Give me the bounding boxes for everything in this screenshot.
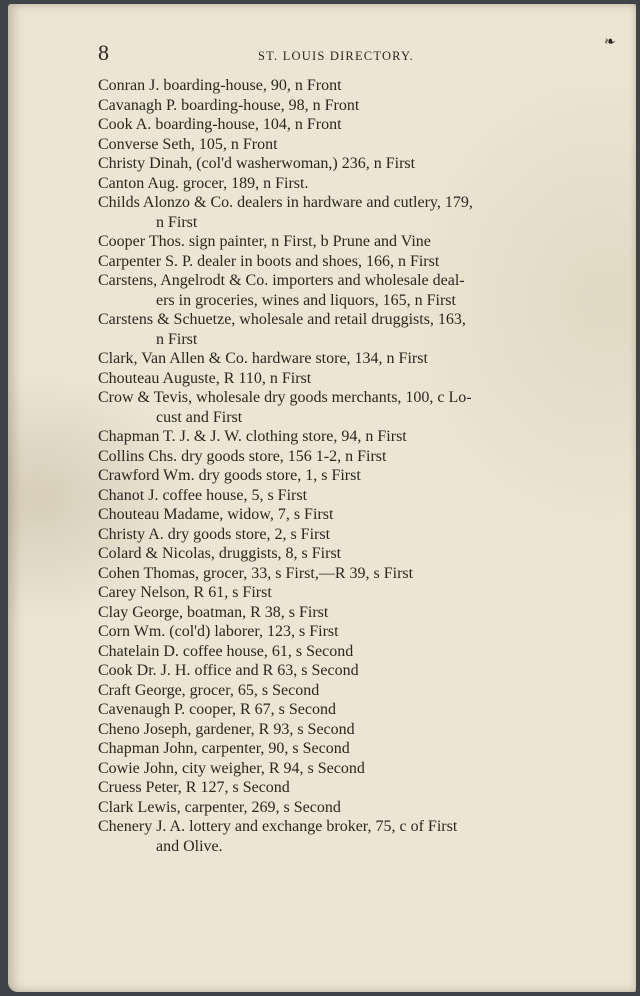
directory-entry <box>98 583 590 603</box>
entry-text: Corn Wm. (col'd) laborer, 123, s First <box>98 623 339 640</box>
running-head: ST. LOUIS DIRECTORY. <box>258 49 414 63</box>
directory-entry <box>98 486 590 506</box>
directory-entry <box>98 817 590 856</box>
entry-text: Crawford Wm. dry goods store, 1, s First <box>98 467 361 484</box>
entry-text: Christy A. dry goods store, 2, s First <box>98 525 331 543</box>
entry-text: Chapman John, carpenter, 90, s Second <box>98 740 350 757</box>
entry-text: Chanot J. coffee house, 5, s First <box>98 486 308 504</box>
directory-entry <box>98 447 590 467</box>
directory-entry <box>98 369 590 389</box>
entry-text: Childs Alonzo & Co. dealers in hardware and cutlery, 179, <box>98 194 473 211</box>
directory-entry <box>98 115 590 135</box>
entry-text: Clark, Van Allen & Co. hardware store, 134, n First <box>98 350 428 367</box>
entry-text: Cruess Peter, R 127, s Second <box>98 779 290 796</box>
directory-entry <box>98 564 590 584</box>
page-header <box>98 40 598 68</box>
entry-continuation: cust and First <box>156 408 243 426</box>
directory-entry <box>98 505 590 525</box>
directory-entry <box>98 232 590 252</box>
entry-text: Carstens & Schuetze, wholesale and retail druggists, 163, <box>98 311 466 328</box>
directory-entry <box>98 193 590 232</box>
entry-text: Colard & Nicolas, druggists, 8, s First <box>98 545 342 562</box>
entry-continuation: n First <box>156 330 198 348</box>
entry-text: Carstens, Angelrodt & Co. importers and wholesale deal- <box>98 272 465 289</box>
entry-text: Cavanagh P. boarding-house, 98, n Front <box>98 96 360 114</box>
entry-text: Cowie John, city weigher, R 94, s Second <box>98 759 365 777</box>
entry-text: Cook A. boarding-house, 104, n Front <box>98 116 342 133</box>
entry-text: Collins Chs. dry goods store, 156 1-2, n First <box>98 447 387 465</box>
entry-text: Chapman T. J. & J. W. clothing store, 94, n First <box>98 428 407 445</box>
entry-text: Chenery J. A. lottery and exchange broker, 75, c of First <box>98 818 458 835</box>
entry-text: Cooper Thos. sign painter, n First, b Prune and Vine <box>98 233 431 250</box>
entry-text: Cavenaugh P. cooper, R 67, s Second <box>98 701 336 718</box>
directory-entry <box>98 96 590 116</box>
directory-entry <box>98 739 590 759</box>
directory-entry <box>98 700 590 720</box>
directory-entry <box>98 603 590 623</box>
corner-mark: ❧ <box>604 35 616 50</box>
entry-text: Clay George, boatman, R 38, s First <box>98 603 329 621</box>
entry-text: Craft George, grocer, 65, s Second <box>98 681 320 699</box>
directory-entry <box>98 798 590 818</box>
directory-entry <box>98 427 590 447</box>
entry-text: Crow & Tevis, wholesale dry goods merchants, 100, c Lo- <box>98 389 472 406</box>
page-number: 8 <box>98 40 109 65</box>
directory-entries <box>98 76 590 856</box>
entry-text: Clark Lewis, carpenter, 269, s Second <box>98 798 341 816</box>
directory-entry <box>98 252 590 272</box>
entry-text: Cook Dr. J. H. office and R 63, s Second <box>98 662 359 679</box>
directory-entry <box>98 76 590 96</box>
directory-entry <box>98 174 590 194</box>
directory-entry <box>98 466 590 486</box>
entry-text: Chouteau Madame, widow, 7, s First <box>98 506 334 523</box>
directory-entry <box>98 135 590 155</box>
directory-entry <box>98 661 590 681</box>
entry-text: Cheno Joseph, gardener, R 93, s Second <box>98 720 355 738</box>
entry-text: Carpenter S. P. dealer in boots and shoes, 166, n First <box>98 252 440 270</box>
directory-entry <box>98 622 590 642</box>
entry-text: Canton Aug. grocer, 189, n First. <box>98 174 309 192</box>
entry-continuation: n First <box>156 213 198 231</box>
entry-text: Cohen Thomas, grocer, 33, s First,—R 39, s First <box>98 564 414 582</box>
entry-text: Chatelain D. coffee house, 61, s Second <box>98 642 354 660</box>
entry-text: Converse Seth, 105, n Front <box>98 135 278 153</box>
directory-entry <box>98 271 590 310</box>
entry-continuation: ers in groceries, wines and liquors, 165, n First <box>156 291 456 309</box>
directory-entry <box>98 388 590 427</box>
entry-continuation: and Olive. <box>156 837 223 855</box>
directory-entry <box>98 349 590 369</box>
entry-text: Christy Dinah, (col'd washerwoman,) 236, n First <box>98 155 416 172</box>
directory-entry <box>98 681 590 701</box>
directory-entry <box>98 525 590 545</box>
entry-text: Carey Nelson, R 61, s First <box>98 584 272 601</box>
directory-entry <box>98 154 590 174</box>
directory-entry <box>98 642 590 662</box>
directory-entry <box>98 544 590 564</box>
directory-entry <box>98 759 590 779</box>
directory-entry <box>98 778 590 798</box>
entry-text: Conran J. boarding-house, 90, n Front <box>98 77 342 94</box>
entry-text: Chouteau Auguste, R 110, n First <box>98 369 312 387</box>
directory-entry <box>98 310 590 349</box>
directory-entry <box>98 720 590 740</box>
